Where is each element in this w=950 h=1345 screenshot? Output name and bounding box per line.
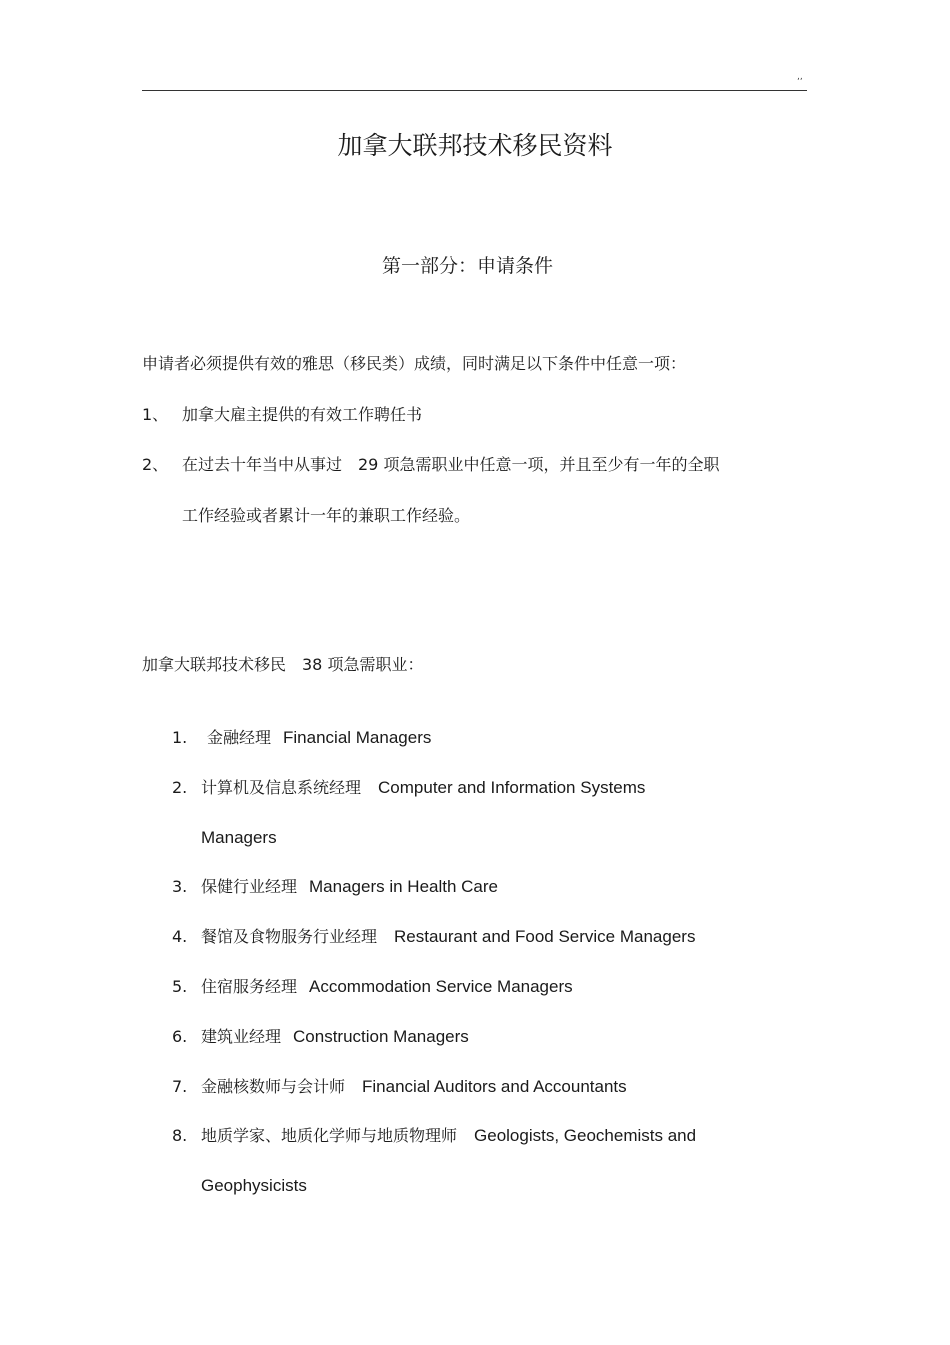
list-item-number: 5. <box>172 977 188 996</box>
condition-text: 在过去十年当中从事过 29 项急需职业中任意一项，并且至少有一年的全职 <box>182 455 720 474</box>
occupation-english-name: Construction Managers <box>293 1027 469 1046</box>
occupation-english-name: Geologists, Geochemists and <box>474 1126 697 1145</box>
list-item-number: 1. <box>172 728 188 747</box>
list-item <box>201 1025 469 1049</box>
occupation-english-name: Computer and Information Systems <box>378 778 646 797</box>
occupation-chinese-name: 住宿服务经理 <box>201 977 298 996</box>
list-item-number: 2. <box>172 778 188 797</box>
occupations-heading: 加拿大联邦技术移民 38 项急需职业： <box>142 655 424 674</box>
occupation-english-name-continued: Geophysicists <box>201 1176 307 1195</box>
list-item-number: 3. <box>172 877 188 896</box>
occupation-chinese-name: 金融经理 <box>207 728 272 747</box>
list-item <box>201 875 498 899</box>
header-rule <box>142 90 807 91</box>
list-item <box>201 1124 696 1148</box>
occupation-english-name-continued: Managers <box>201 828 277 847</box>
list-item-number: 7. <box>172 1077 188 1096</box>
occupation-chinese-name: 计算机及信息系统经理 <box>201 778 362 797</box>
list-item-number: 4. <box>172 927 188 946</box>
list-item <box>201 776 645 800</box>
list-item <box>201 925 695 949</box>
section-title: 第一部分：申请条件 <box>381 255 553 277</box>
document-title: 加拿大联邦技术移民资料 <box>337 131 613 160</box>
occupation-english-name: Managers in Health Care <box>309 877 498 896</box>
list-item <box>207 726 431 750</box>
intro-paragraph: 申请者必须提供有效的雅思（移民类）成绩，同时满足以下条件中任意一项： <box>142 354 687 373</box>
condition-text: 加拿大雇主提供的有效工作聘任书 <box>182 405 423 424</box>
occupation-chinese-name: 地质学家、地质化学师与地质物理师 <box>201 1126 458 1145</box>
occupation-english-name: Financial Auditors and Accountants <box>362 1077 627 1096</box>
occupation-chinese-name: 建筑业经理 <box>201 1027 282 1046</box>
list-item <box>201 975 573 999</box>
condition-text-continued: 工作经验或者累计一年的兼职工作经验。 <box>182 506 471 525</box>
occupation-chinese-name: 金融核数师与会计师 <box>201 1077 346 1096</box>
occupation-chinese-name: 保健行业经理 <box>201 877 298 896</box>
condition-number: 2、 <box>142 455 169 474</box>
list-item-number: 8. <box>172 1126 188 1145</box>
list-item <box>201 1075 627 1099</box>
occupation-english-name: Accommodation Service Managers <box>309 977 573 996</box>
condition-number: 1、 <box>142 405 169 424</box>
occupation-chinese-name: 餐馆及食物服务行业经理 <box>201 927 378 946</box>
header-mark: ,, <box>797 72 803 82</box>
occupation-english-name: Restaurant and Food Service Managers <box>394 927 696 946</box>
list-item-number: 6. <box>172 1027 188 1046</box>
occupation-english-name: Financial Managers <box>283 728 432 747</box>
